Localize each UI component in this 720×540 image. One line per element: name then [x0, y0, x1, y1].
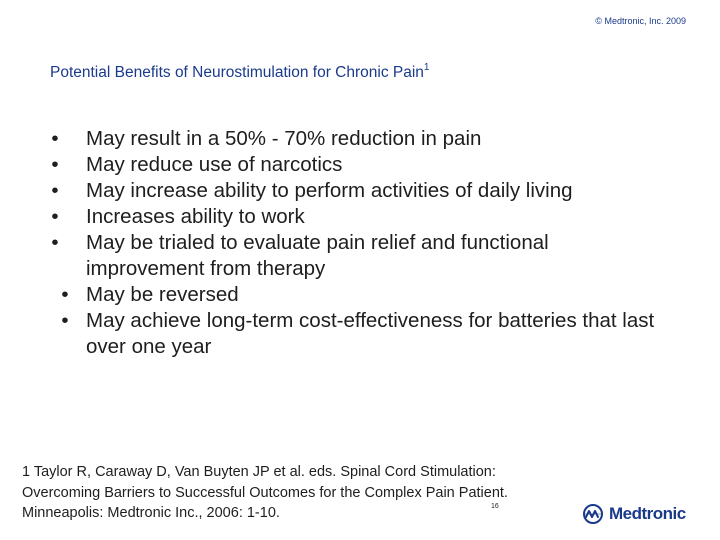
bullet-icon: •	[51, 127, 59, 150]
medtronic-logo	[580, 502, 692, 526]
list-item-text: May result in a 50% - 70% reduction in pain	[86, 127, 482, 150]
slide-title-text: Potential Benefits of Neurostimulation for Chronic Pain	[50, 64, 424, 81]
bullet-icon: •	[51, 205, 59, 228]
list-item-text: May be trialed to evaluate pain relief and functional improvement from therapy	[86, 231, 549, 280]
list-item	[48, 282, 668, 308]
page-number: 16	[491, 503, 499, 510]
bullet-icon: •	[61, 283, 69, 306]
list-item	[48, 230, 668, 282]
list-item-text: May achieve long-term cost-effectiveness for batteries that last over one year	[86, 309, 655, 358]
bullet-icon: •	[51, 231, 59, 254]
list-item	[48, 152, 668, 178]
list-item-text: May reduce use of narcotics	[86, 153, 343, 176]
list-item	[48, 308, 668, 360]
copyright-notice: © Medtronic, Inc. 2009	[595, 16, 686, 26]
medtronic-logo-mark-icon	[580, 504, 606, 524]
bullet-icon: •	[51, 153, 59, 176]
benefits-list	[48, 126, 668, 360]
list-item	[48, 126, 668, 152]
slide-title	[50, 64, 429, 82]
title-footnote-marker: 1	[423, 62, 430, 73]
list-item	[48, 178, 668, 204]
footnote-line: 1 Taylor R, Caraway D, Van Buyten JP et al. eds. Spinal Cord Stimulation:	[22, 464, 496, 480]
bullet-icon: •	[61, 309, 69, 332]
list-item-text: May be reversed	[86, 283, 239, 306]
footnote-line: Minneapolis: Medtronic Inc., 2006: 1-10.	[22, 505, 280, 521]
logo-wordmark: Medtronic	[609, 504, 686, 523]
list-item-text: Increases ability to work	[86, 205, 305, 228]
footnote-citation	[22, 462, 582, 524]
footnote-line: Overcoming Barriers to Successful Outcomes for the Complex Pain Patient.	[22, 484, 508, 501]
bullet-icon: •	[51, 179, 59, 202]
list-item-text: May increase ability to perform activities of daily living	[86, 179, 573, 202]
list-item	[48, 204, 668, 230]
